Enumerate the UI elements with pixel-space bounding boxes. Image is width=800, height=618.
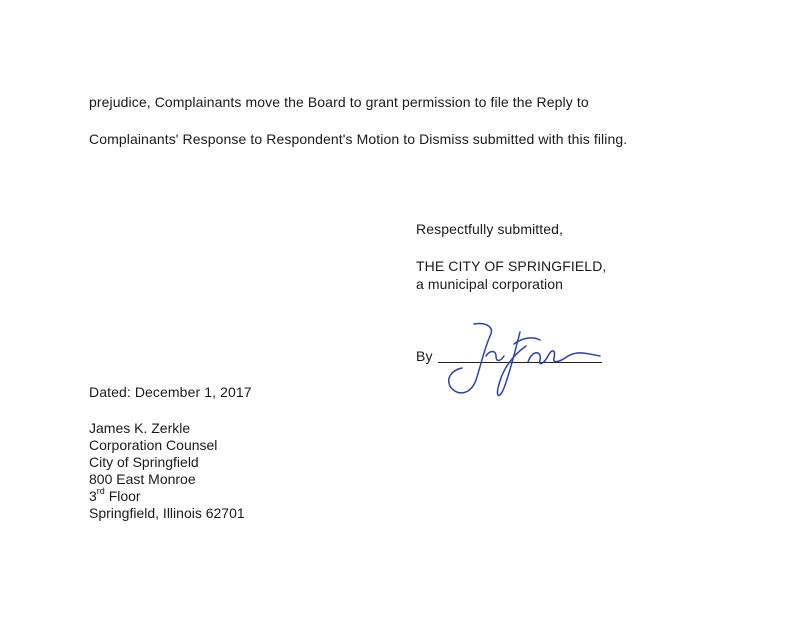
city-name: City of Springfield (89, 454, 199, 470)
date-line: Dated: December 1, 2017 (89, 384, 252, 400)
closing-text: Respectfully submitted, (416, 221, 564, 237)
floor-word: Floor (104, 488, 141, 504)
floor-ordinal-suffix: rd (96, 486, 105, 497)
floor-line (89, 488, 245, 505)
city-state-zip: Springfield, Illinois 62701 (89, 505, 245, 521)
handwritten-signature (440, 318, 610, 402)
body-text-line-2: Complainants' Response to Respondent's Motion to Dismiss submitted with this filing. (89, 131, 628, 147)
body-text-line-1: prejudice, Complainants move the Board to grant permission to file the Reply to (89, 94, 589, 110)
counsel-name: James K. Zerkle (89, 420, 191, 436)
street-address: 800 East Monroe (89, 471, 196, 487)
organization-name: THE CITY OF SPRINGFIELD, (416, 258, 607, 274)
floor-number: 3 (89, 488, 97, 504)
organization-description: a municipal corporation (416, 276, 564, 292)
counsel-title: Corporation Counsel (89, 437, 218, 453)
by-label: By (416, 348, 433, 364)
address-block (89, 420, 245, 522)
